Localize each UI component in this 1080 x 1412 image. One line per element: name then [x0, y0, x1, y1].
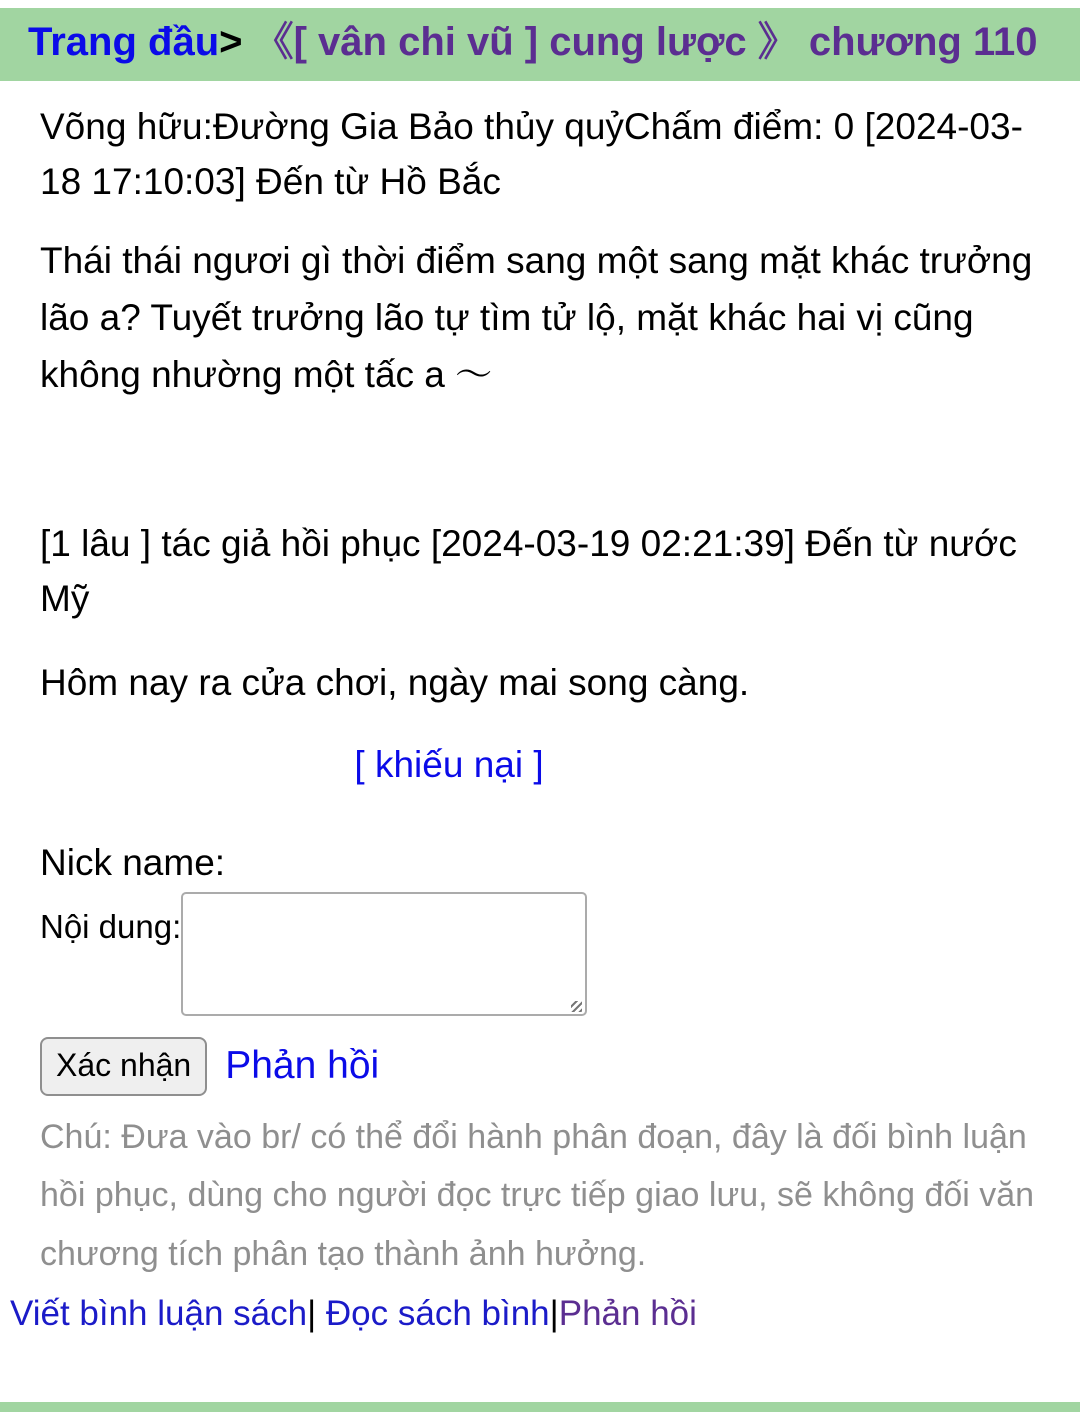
- reply-meta: [1 lâu ] tác giả hồi phục [2024-03-19 02:21:39] Đến từ nước Mỹ: [40, 522, 1017, 620]
- footer-links: [10, 1289, 1080, 1338]
- submit-row: [40, 1037, 1050, 1096]
- feedback-link[interactable]: Phản hồi: [558, 1294, 697, 1334]
- comment-body: Thái thái ngươi gì thời điểm sang một sang mặt khác trưởng lão a? Tuyết trưởng lão tự tìm tử lộ, mặt khác hai vị cũng không nhường một tấc a ～: [40, 239, 1033, 396]
- nickname-label: Nick name:: [40, 842, 226, 884]
- breadcrumb-separator: >: [219, 20, 243, 64]
- complaint-link[interactable]: [ khiếu nại ]: [354, 744, 544, 786]
- comment-textarea[interactable]: [181, 892, 587, 1016]
- form-note: Chú: Đưa vào br/ có thể đổi hành phân đoạn, đây là đối bình luận hồi phục, dùng cho người đọc trực tiếp giao lưu, sẽ không đối văn chương tích phân tạo thành ảnh hưởng.: [40, 1117, 1035, 1273]
- reply-body: Hôm nay ra cửa chơi, ngày mai song càng.: [40, 661, 750, 703]
- breadcrumb: [0, 8, 1080, 81]
- textarea-resize-grip[interactable]: [571, 1001, 582, 1012]
- write-book-review-link[interactable]: Viết bình luận sách: [10, 1294, 308, 1334]
- comment-meta: Võng hữu:Đường Gia Bảo thủy quỷChấm điểm: 0 [2024-03-18 17:10:03] Đến từ Hồ Bắc: [40, 105, 1023, 203]
- content-field-row: [40, 892, 1050, 1021]
- submit-button[interactable]: Xác nhận: [40, 1037, 207, 1096]
- reply-link[interactable]: Phản hồi: [225, 1044, 380, 1088]
- footer-separator-1: |: [307, 1294, 317, 1334]
- breadcrumb-chapter-link[interactable]: 《[ vân chi vũ ] cung lược 》 chương 110: [253, 20, 1038, 64]
- textarea-wrapper: [181, 892, 587, 1021]
- main-content: [0, 99, 1080, 1284]
- complaint-row: [40, 744, 858, 786]
- read-book-reviews-link[interactable]: Đọc sách bình: [316, 1294, 550, 1334]
- bottom-green-bar: [0, 1402, 1080, 1412]
- content-label: Nội dung:: [40, 907, 182, 945]
- breadcrumb-home-link[interactable]: Trang đầu: [28, 20, 220, 64]
- footer-separator-2: |: [549, 1294, 559, 1334]
